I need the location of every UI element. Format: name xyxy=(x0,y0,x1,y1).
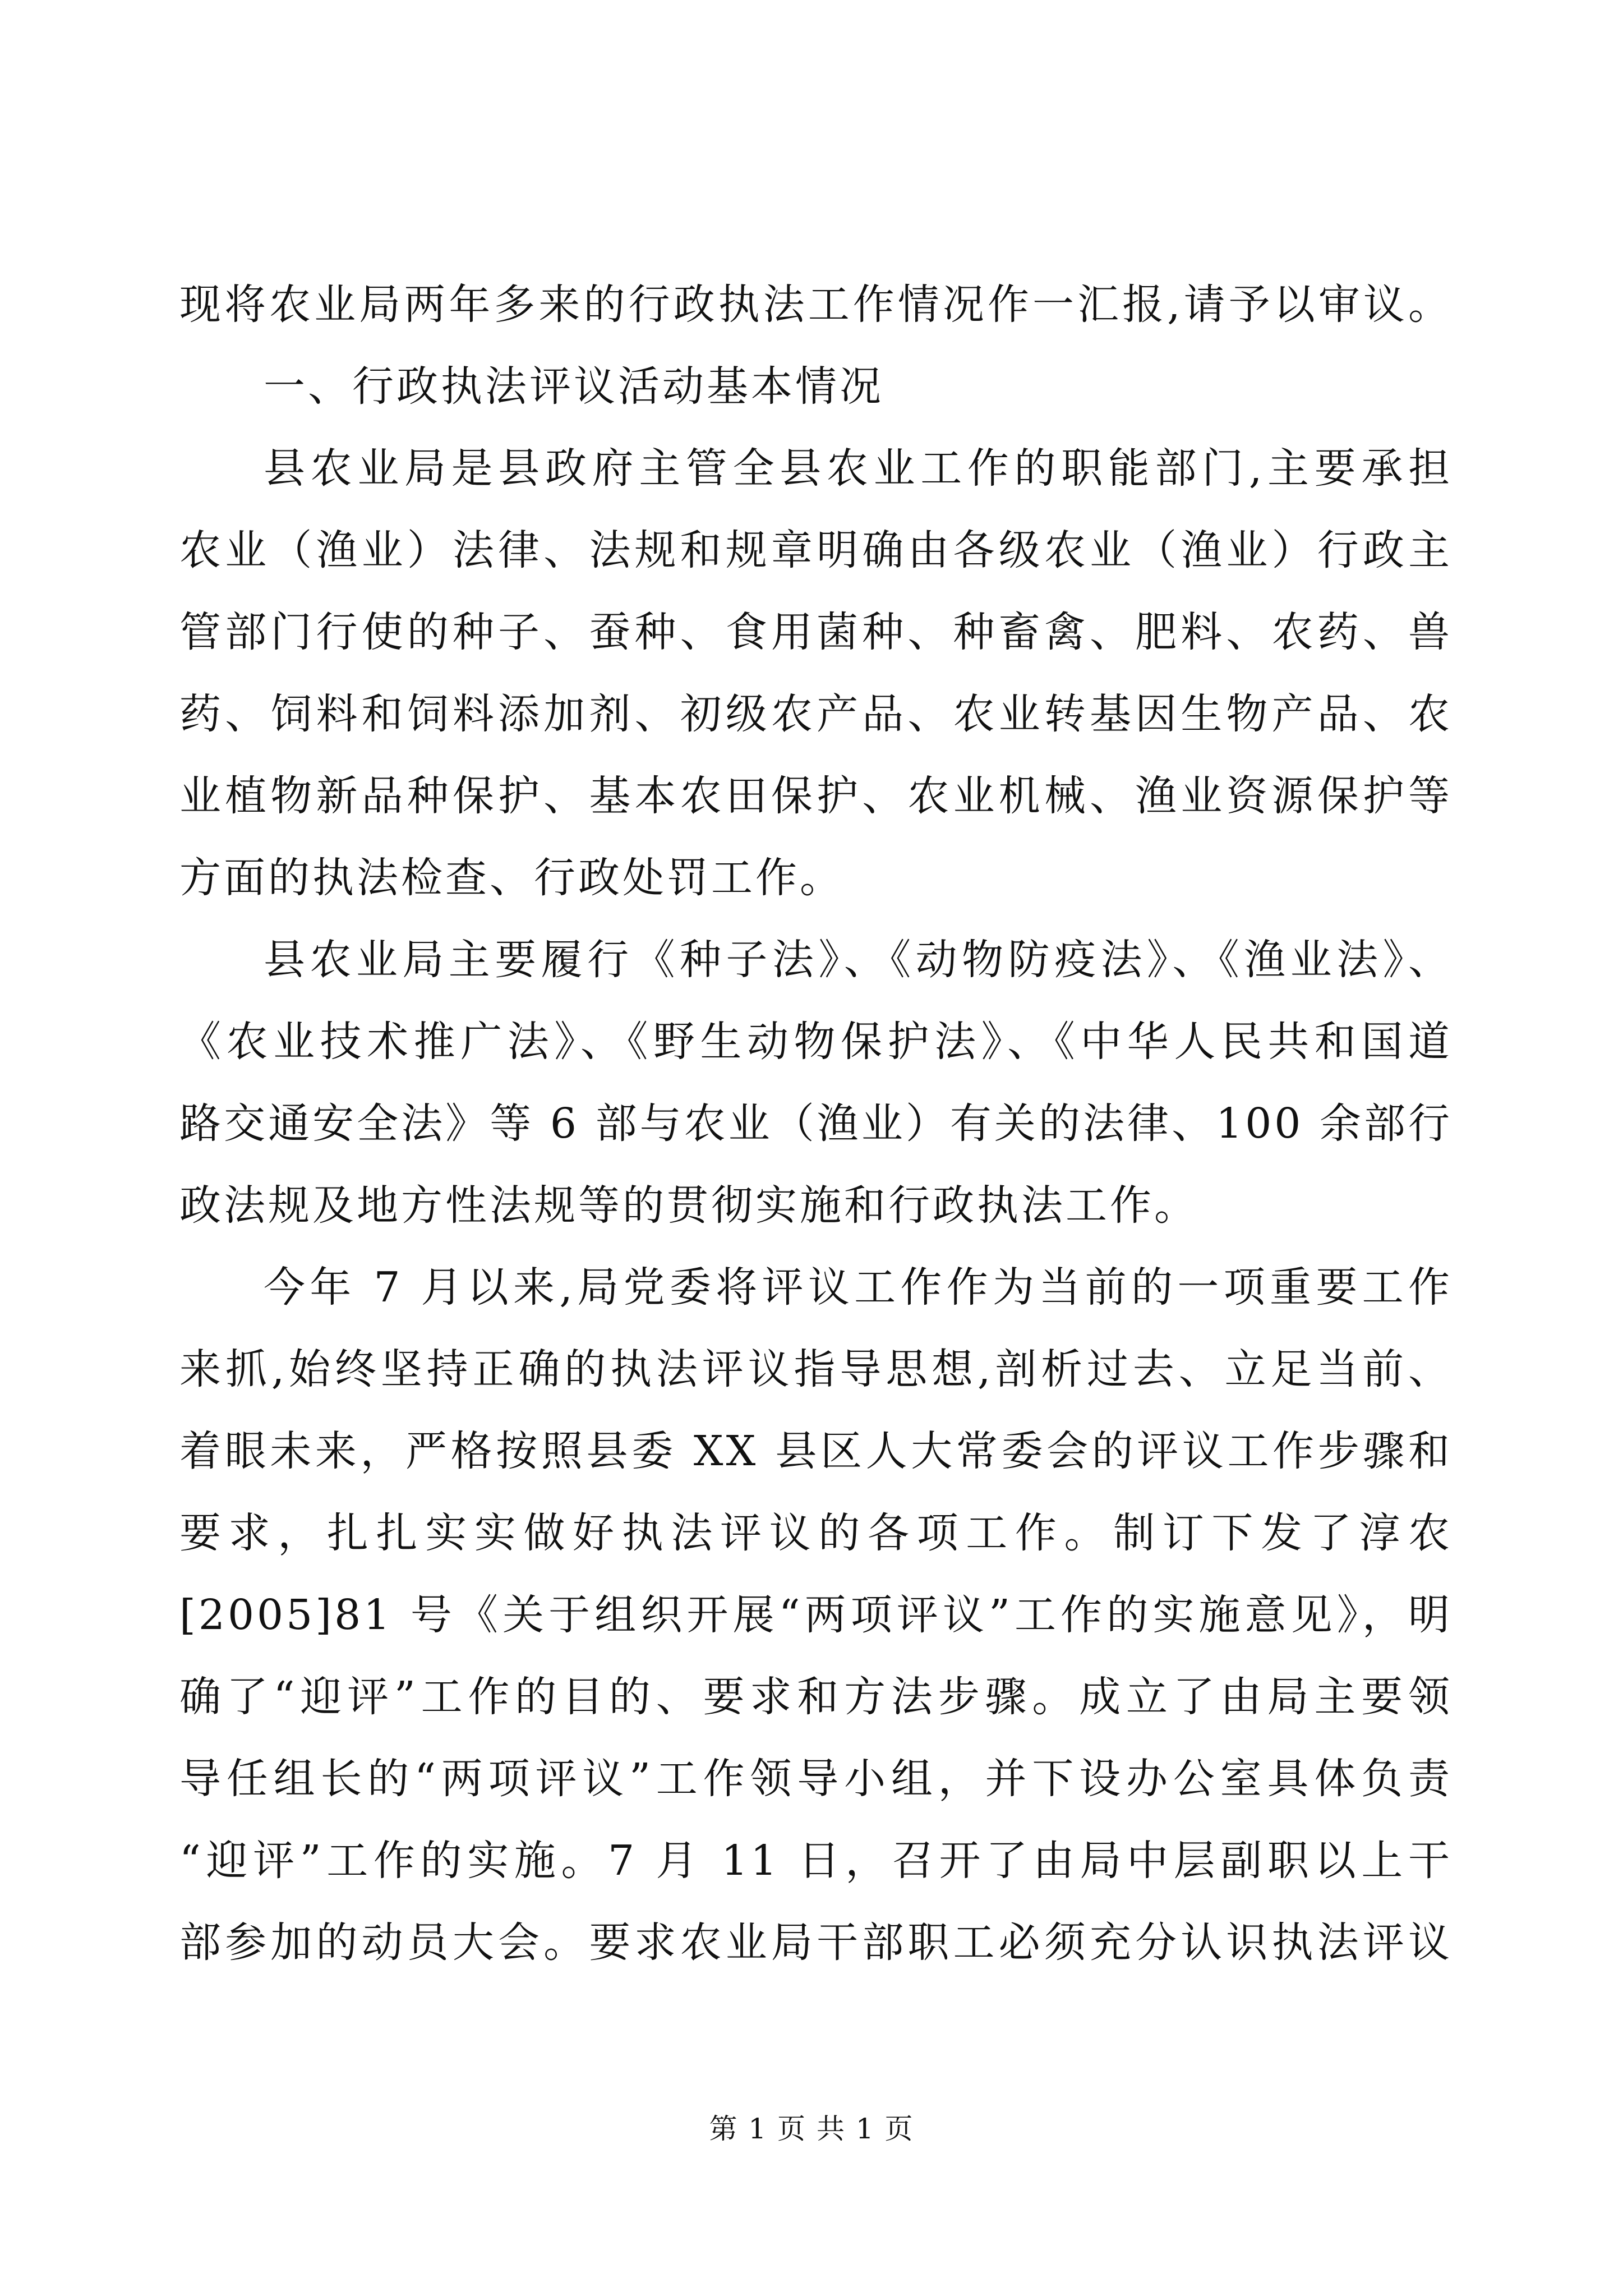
text-line: 部参加的动员大会。要求农业局干部职工必须充分认识执法评议 xyxy=(179,1918,1453,1967)
text-line: 确了“迎评”工作的目的、要求和方法步骤。成立了由局主要领 xyxy=(179,1673,1453,1721)
text-line: 县农业局是县政府主管全县农业工作的职能部门,主要承担 xyxy=(264,444,1453,493)
text-line: [2005]81 号《关于组织开展“两项评议”工作的实施意见》，明 xyxy=(179,1591,1453,1639)
text-line: 要求，扎扎实实做好执法评议的各项工作。制订下发了淳农 xyxy=(179,1509,1453,1557)
document-body xyxy=(179,264,1453,1984)
text-line: 今年 7 月以来,局党委将评议工作作为当前的一项重要工作 xyxy=(264,1263,1453,1312)
text-line: 《农业技术推广法》、《野生动物保护法》、《中华人民共和国道 xyxy=(179,1018,1453,1066)
page-footer: 第 1 页 共 1 页 xyxy=(709,2113,914,2145)
section-heading: 一、行政执法评议活动基本情况 xyxy=(264,362,884,411)
text-line: 药、饲料和饲料添加剂、初级农产品、农业转基因生物产品、农 xyxy=(179,690,1453,738)
text-line: “迎评”工作的实施。7 月 11 日，召开了由局中层副职以上干 xyxy=(179,1837,1453,1885)
text-line: 管部门行使的种子、蚕种、食用菌种、种畜禽、肥料、农药、兽 xyxy=(179,608,1453,656)
text-line: 方面的执法检查、行政处罚工作。 xyxy=(179,854,844,902)
text-line: 路交通安全法》等 6 部与农业（渔业）有关的法律、100 余部行 xyxy=(179,1099,1453,1148)
text-line: 导任组长的“两项评议”工作领导小组，并下设办公室具体负责 xyxy=(179,1755,1453,1803)
text-line: 现将农业局两年多来的行政执法工作情况作一汇报,请予以审议。 xyxy=(179,280,1453,329)
text-line: 着眼未来，严格按照县委 XX 县区人大常委会的评议工作步骤和 xyxy=(179,1427,1453,1475)
text-line: 来抓,始终坚持正确的执法评议指导思想,剖析过去、立足当前、 xyxy=(179,1345,1453,1393)
text-line: 政法规及地方性法规等的贯彻实施和行政执法工作。 xyxy=(179,1181,1198,1230)
text-line: 农业（渔业）法律、法规和规章明确由各级农业（渔业）行政主 xyxy=(179,526,1453,574)
text-line: 业植物新品种保护、基本农田保护、农业机械、渔业资源保护等 xyxy=(179,772,1453,820)
text-line: 县农业局主要履行《种子法》、《动物防疫法》、《渔业法》、 xyxy=(264,936,1453,984)
